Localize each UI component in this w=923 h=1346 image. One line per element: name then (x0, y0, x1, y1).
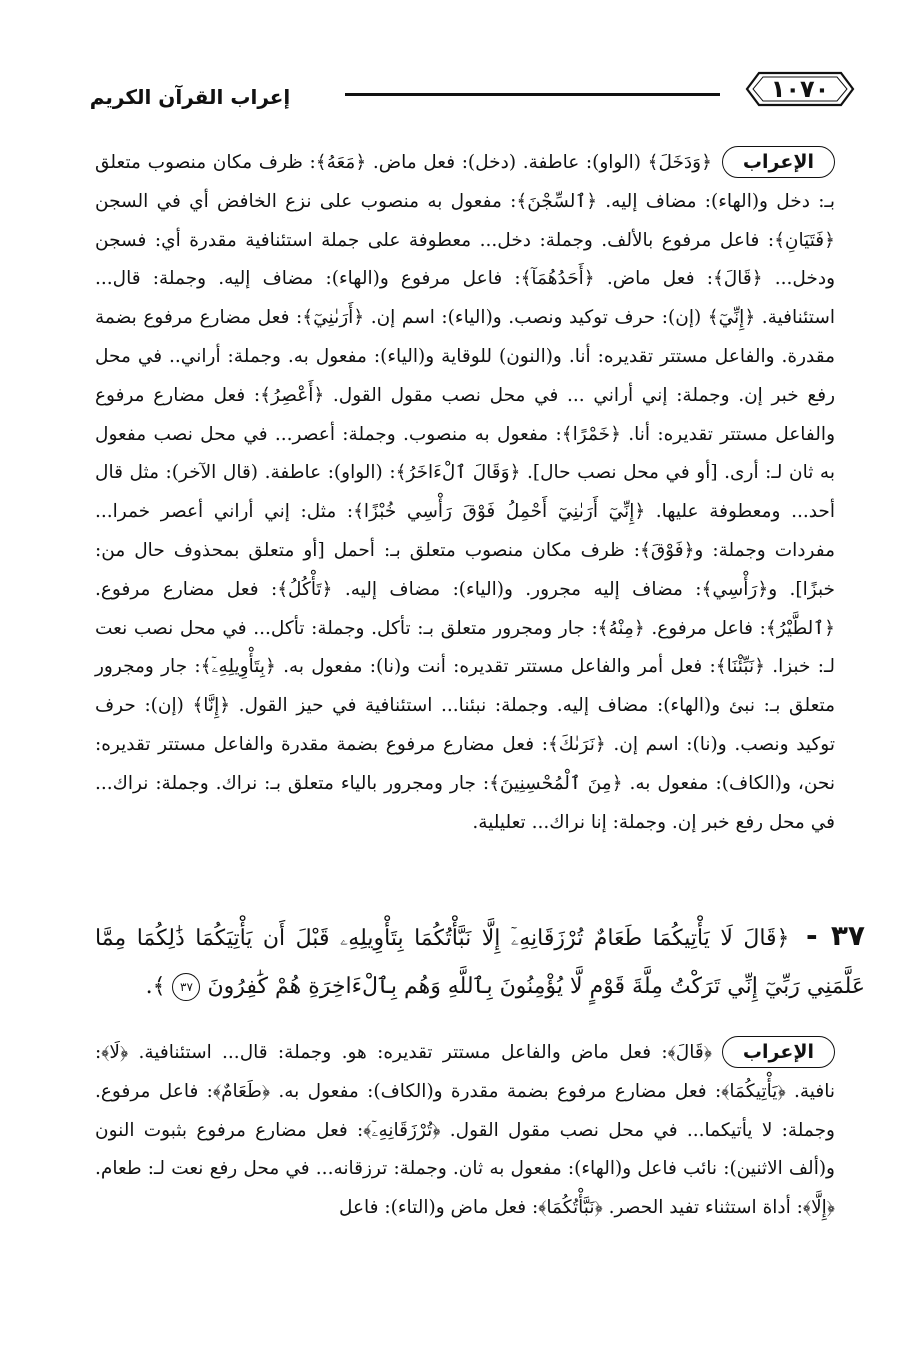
irab-paragraph-1 (95, 144, 835, 842)
irab-section-label: الإعراب (722, 1036, 835, 1068)
book-title: إعراب القرآن الكريم (89, 85, 291, 109)
page-number-badge (745, 69, 855, 109)
verse-number: ٣٧ - (805, 919, 866, 952)
page-number: ١٠٧٠ (770, 75, 830, 103)
header-rule (345, 93, 720, 96)
irab-section-label: الإعراب (722, 146, 835, 178)
ayah-end-mark-icon: ٣٧ (172, 973, 200, 1001)
irab-text-1: ﴿وَدَخَلَ﴾ (الواو): عاطفة. (دخل): فعل ماض. ﴿مَعَهُ﴾: ظرف مكان منصوب متعلق بـ: دخل و(الهاء): مضاف إليه. ﴿ٱلسِّجْنَ﴾: مفعول به منصوب على نزع الخافض أي في السجن ﴿فَتَيَانِ﴾: فاعل مرفوع بالألف. وجملة: دخل... معطوفة على جملة استئنافية مقدرة أي: فسجن ودخل... ﴿قَالَ﴾: فعل ماض. ﴿أَحَدُهُمَآ﴾: فاعل مرفوع و(الهاء): مضاف إليه. وجملة: قال... استئنافية. ﴿إِنِّيٓ﴾ (إن): حرف توكيد ونصب. و(الياء): اسم إن. ﴿أَرَىٰنِيٓ﴾: فعل مضارع مرفوع بضمة مقدرة. والفاعل مستتر تقديره: أنا. و(النون) للوقاية و(الياء): مفعول به. وجملة: أراني.. في محل رفع خبر إن. وجملة: إني أراني ... في محل نصب مقول القول. ﴿أَعْصِرُ﴾: فعل مضارع مرفوع والفاعل مستتر تقديره: أنا. ﴿خَمْرًا﴾: مفعول به منصوب. وجملة: أعصر... في محل نصب مفعول به ثان لـ: أرى. [أو في محل نصب حال]. ﴿وَقَالَ ٱلْءَاخَرُ﴾: (الواو): عاطفة. (قال الآخر): مثل قال أحد... ومعطوفة عليها. ﴿إِنِّيٓ أَرَىٰنِيٓ أَحْمِلُ فَوْقَ رَأْسِي خُبْزًا﴾: مثل: إني أراني أعصر خمرا... مفردات وجملة: و﴿فَوْقَ﴾: ظرف مكان منصوب متعلق بـ: أحمل [أو متعلق بمحذوف حال من: خبزًا]. و﴿رَأْسِي﴾: مضاف إليه مجرور. و(الياء): مضاف إليه. ﴿تَأْكُلُ﴾: فعل مضارع مرفوع. ﴿ٱلطَّيْرُ﴾: فاعل مرفوع. ﴿مِنْهُ﴾: جار ومجرور متعلق بـ: تأكل. وجملة: تأكل... في محل نصب نعت لـ: خبزا. ﴿نَبِّئْنَا﴾: فعل أمر والفاعل مستتر تقديره: أنت و(نا): مفعول به. ﴿بِتَأْوِيلِهِۦٓ﴾: جار ومجرور متعلق بـ: نبئ و(الهاء): مضاف إليه. وجملة: نبئنا... استئنافية في حيز القول. ﴿إِنَّا﴾ (إن): حرف توكيد ونصب. و(نا): اسم إن. ﴿نَرَىٰكَ﴾: فعل مضارع مرفوع بضمة مقدرة والفاعل مستتر تقديره: نحن، و(الكاف): مفعول به. ﴿مِنَ ٱلْمُحْسِنِينَ﴾: جار ومجرور بالياء متعلق بـ: نراك. وجملة: نراك... في محل رفع خبر إن. وجملة: إنا نراك... تعليلية. (95, 152, 835, 833)
irab-text-2: ﴿قَالَ﴾: فعل ماض والفاعل مستتر تقديره: هو. وجملة: قال... استئنافية. ﴿لَا﴾: نافية. ﴿يَأْتِيكُمَا﴾: فعل مضارع مرفوع بضمة مقدرة و(الكاف): مفعول به. ﴿طَعَامٌ﴾: فاعل مرفوع. وجملة: لا يأتيكما... في محل نصب مقول القول. ﴿تُرْزَقَانِهِۦٓ﴾: فعل مضارع مرفوع بثبوت النون و(ألف الاثنين): نائب فاعل و(الهاء): مفعول به ثان. وجملة: ترزقانه... في محل رفع نعت لـ: طعام. ﴿إِلَّا﴾: أداة استثناء تفيد الحصر. ﴿نَبَّأْتُكُمَا﴾: فعل ماض و(التاء): فاعل (95, 1042, 835, 1219)
quran-verse-37 (95, 912, 865, 1011)
verse-close-bracket: ﴾. (145, 974, 166, 999)
irab-paragraph-2 (95, 1034, 835, 1228)
verse-text: ﴿قَالَ لَا يَأْتِيكُمَا طَعَامٌ تُرْزَقَانِهِۦٓ إِلَّا نَبَّأْتُكُمَا بِتَأْوِيلِهِۦ قَبْلَ أَن يَأْتِيَكُمَا ذَٰلِكُمَا مِمَّا عَلَّمَنِي رَبِّيٓ إِنِّي تَرَكْتُ مِلَّةَ قَوْمٍ لَّا يُؤْمِنُونَ بِٱللَّهِ وَهُم بِٱلْءَاخِرَةِ هُمْ كَٰفِرُونَ (95, 926, 865, 999)
